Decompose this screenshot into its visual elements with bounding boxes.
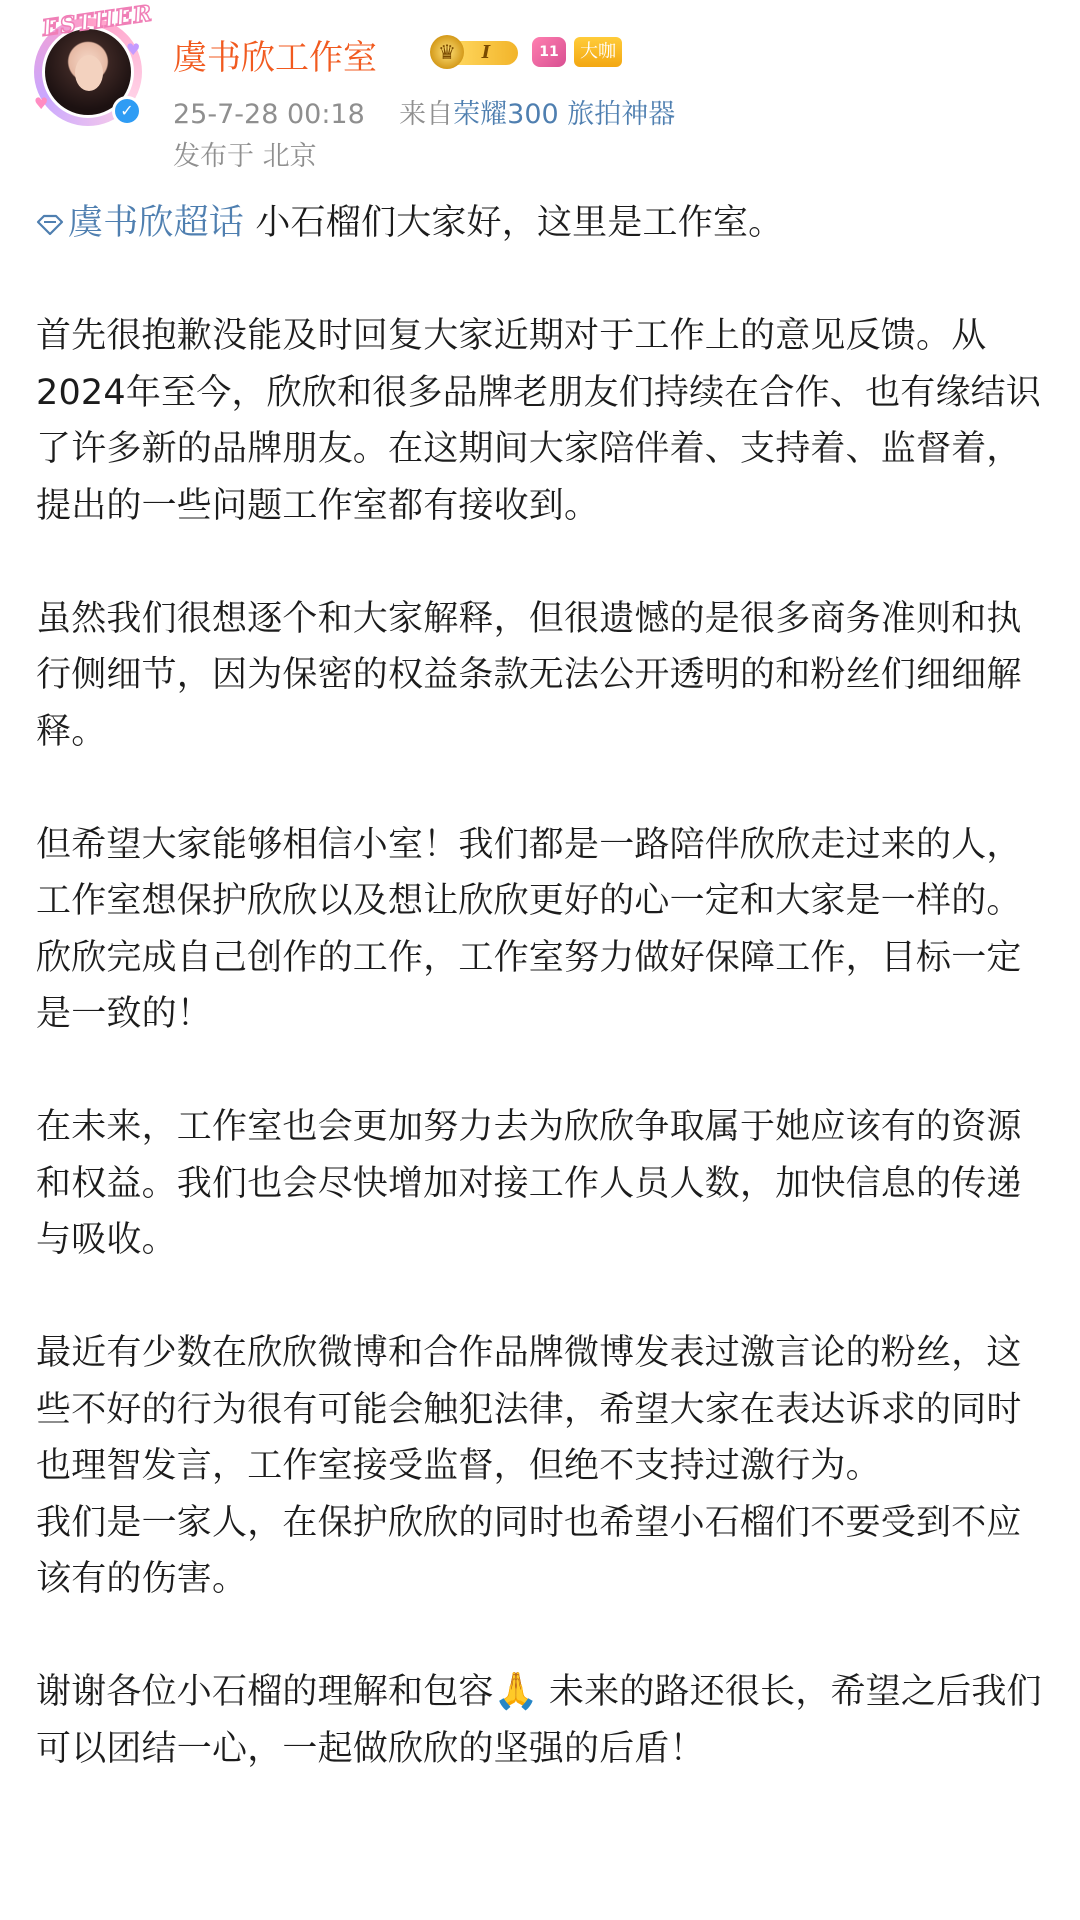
- post-timestamp: 25-7-28 00:18: [173, 99, 365, 130]
- post-meta: [173, 92, 675, 131]
- device-link[interactable]: 荣耀300 旅拍神器: [453, 99, 676, 130]
- topic-link[interactable]: [36, 203, 244, 243]
- post-intro: [36, 195, 1046, 252]
- paragraph: 在未来，工作室也会更加努力去为欣欣争取属于她应该有的资源和权益。我们也会尽快增加对接工作人员人数，加快信息的传递与吸收。: [36, 1107, 1022, 1260]
- fan-badge[interactable]: 11: [532, 37, 566, 67]
- user-name[interactable]: 虞书欣工作室: [173, 38, 377, 78]
- paragraph: 最近有少数在欣欣微博和合作品牌微博发表过激言论的粉丝，这些不好的行为很有可能会触犯法律，希望大家在表达诉求的同时也理智发言，工作室接受监督，但绝不支持过激行为。: [36, 1333, 1022, 1486]
- diamond-icon: [36, 214, 64, 236]
- user-badges: [430, 34, 622, 70]
- intro-text: 小石榴们大家好，这里是工作室。: [244, 203, 784, 243]
- topic-label: 虞书欣超话: [68, 203, 245, 243]
- crown-icon: ♛: [430, 35, 464, 69]
- paragraph: 但希望大家能够相信小室！我们都是一路陪伴欣欣走过来的人，工作室想保护欣欣以及想让欣欣更好的心一定和大家是一样的。欣欣完成自己创作的工作，工作室努力做好保障工作，目标一定是一致的！: [36, 824, 1022, 1034]
- verified-icon: ✓: [112, 96, 142, 126]
- avatar-frame-text: ESTHER: [40, 0, 155, 42]
- post-content: [36, 195, 1046, 1777]
- paragraph: 虽然我们很想逐个和大家解释，但很遗憾的是很多商务准则和执行侧细节，因为保密的权益条款无法公开透明的和粉丝们细细解释。: [36, 598, 1022, 752]
- heart-icon: ♥: [126, 40, 141, 59]
- level-badge[interactable]: [430, 37, 524, 67]
- closing-text: 谢谢各位小石榴的理解和包容: [36, 1672, 494, 1712]
- avatar[interactable]: [28, 0, 155, 130]
- post-location: 发布于 北京: [173, 141, 317, 172]
- praying-hands-icon: 🙏: [493, 1671, 539, 1712]
- post-header: [28, 0, 1048, 172]
- paragraph: 我们是一家人，在保护欣欣的同时也希望小石榴们不要受到不应该有的伤害。: [36, 1502, 1022, 1599]
- level-label: I: [454, 41, 518, 65]
- closing-paragraph: [36, 1664, 1046, 1777]
- closing-text-end: 未来的路还很长，希望之后我们可以团结一心，一起做欣欣的坚强的后盾！: [36, 1672, 1042, 1769]
- source-prefix: 来自: [399, 99, 454, 130]
- vip-badge[interactable]: 大咖: [574, 37, 622, 67]
- paragraph: 首先很抱歉没能及时回复大家近期对于工作上的意见反馈。从2024年至今，欣欣和很多品牌老朋友们持续在合作、也有缘结识了许多新的品牌朋友。在这期间大家陪伴着、支持着、监督着，提出的一些问题工作室都有接收到。: [36, 316, 1042, 526]
- heart-icon: ♥: [34, 94, 49, 113]
